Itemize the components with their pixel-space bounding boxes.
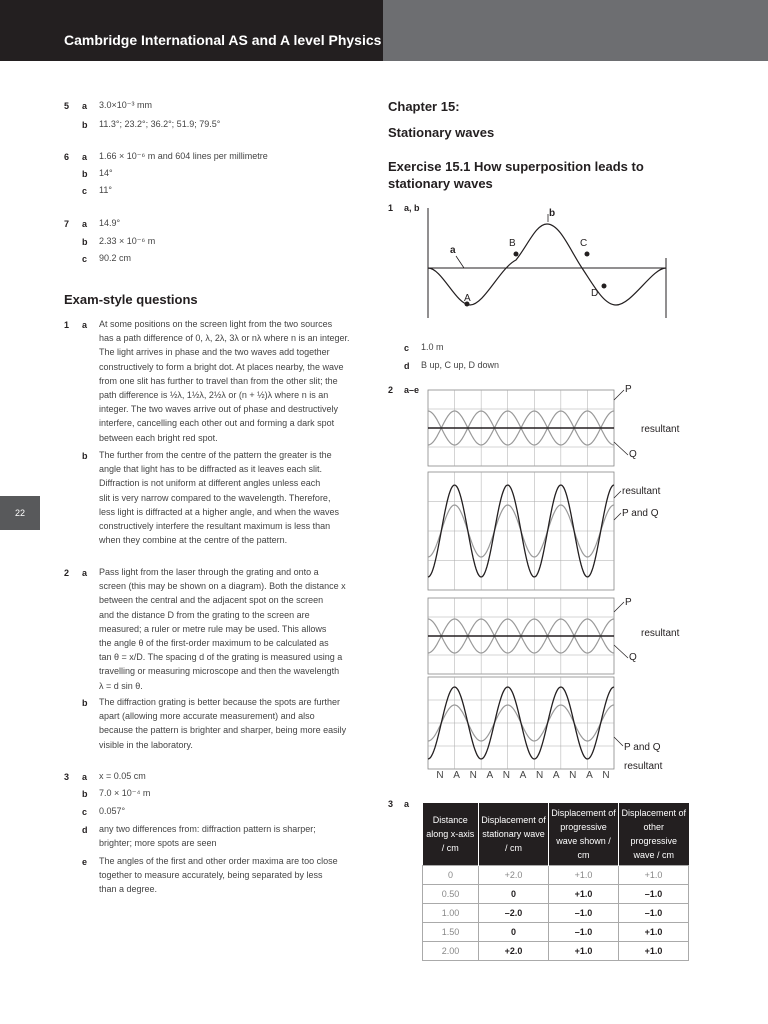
q6c-label: c <box>82 186 88 196</box>
col-distance: Distance along x-axis / cm <box>423 803 479 866</box>
e2b-line: apart (allowing more accurate measurement) and also <box>99 711 315 722</box>
fig1-a-leader <box>456 256 464 268</box>
r-q1d-answer: B up, C up, D down <box>421 360 500 370</box>
fig1-label-D: D <box>591 288 599 299</box>
table-cell: 0 <box>423 866 479 885</box>
node-antinode-label: A <box>586 770 593 781</box>
fig1-label-a: a <box>450 245 456 256</box>
e1b-line: angle that light has to be diffracted as it leaves each slit. <box>99 464 322 475</box>
node-antinode-label: A <box>519 770 527 781</box>
g1-label-resultant: resultant <box>641 424 680 435</box>
q6a-answer: 1.66 × 10⁻⁶ m and 604 lines per millimetre <box>99 151 268 161</box>
fig1-label-A: A <box>464 293 471 304</box>
e3c-label: c <box>82 807 88 817</box>
e3d-line: brighter; more spots are seen <box>99 838 217 849</box>
fig1-label-C: C <box>580 238 588 249</box>
e1b-line: when they combine at the centre of the pattern. <box>99 535 288 546</box>
e3e-line: than a degree. <box>99 884 158 895</box>
g1-Q-leader <box>614 442 628 455</box>
e2a-line: screen (this may be shown on a diagram). Both the distance x <box>99 581 346 592</box>
q5a-answer: 3.0×10⁻³ mm <box>99 100 153 110</box>
table-row <box>423 866 689 885</box>
node-antinode-label: N <box>535 770 544 781</box>
e1a-line: path difference is ½λ, 1½λ, 2½λ or (n + ½)λ where n is an <box>99 390 329 401</box>
e1a-line: between each bright red spot. <box>99 432 218 443</box>
r-q2-label: a–e <box>404 385 420 395</box>
book-title: Cambridge International AS and A level Physics <box>64 32 382 48</box>
e1a-line: has a path difference of 0, λ, 2λ, 3λ or nλ where n is an integer. <box>99 333 350 344</box>
e1a-line: integer. The two waves arrive out of phase and destructively <box>99 404 338 415</box>
table-cell: –2.0 <box>479 904 549 923</box>
q5a-label: a <box>82 101 88 111</box>
e3-number: 3 <box>64 772 70 782</box>
node-antinode-label: N <box>569 770 577 781</box>
g2-label-PQ: P and Q <box>622 508 659 519</box>
r-q3a-label: a <box>404 799 410 809</box>
e2b-answer <box>99 695 379 752</box>
exam-style-heading: Exam-style questions <box>64 292 198 307</box>
r-q1c-answer: 1.0 m <box>421 342 444 352</box>
g2-label-resultant: resultant <box>622 486 661 497</box>
wave-figure-1 <box>420 200 670 320</box>
e3d-line: any two differences from: diffraction pattern is sharper; <box>99 824 316 834</box>
table-cell: –1.0 <box>549 904 619 923</box>
e1a-label: a <box>82 320 88 330</box>
e2a-line: travelling or measuring microscope and then the wavelength <box>99 666 340 677</box>
col-progressive-other: Displacement of other progressive wave / cm <box>619 803 689 866</box>
table-cell: 0 <box>479 885 549 904</box>
g1-label-Q: Q <box>629 449 637 460</box>
displacement-table <box>422 803 689 961</box>
fig1-label-b: b <box>549 208 556 219</box>
node-antinode-label: A <box>486 770 494 781</box>
col-stationary: Displacement of stationary wave / cm <box>479 803 549 866</box>
wave-figure-2 <box>420 380 690 785</box>
fig1-label-B: B <box>509 238 516 249</box>
table-cell: +1.0 <box>619 923 689 942</box>
e1a-line: At some positions on the screen light from the two sources <box>99 319 333 329</box>
g4-pq-leader <box>614 737 623 746</box>
e1a-answer <box>99 317 379 445</box>
g4-label-PQ: P and Q <box>624 742 661 753</box>
e2b-line: The diffraction grating is better because the spots are further <box>99 697 340 707</box>
e2a-line: and the distance D from the grating to the screen are <box>99 609 310 620</box>
table-cell: +1.0 <box>549 942 619 961</box>
e1-number: 1 <box>64 320 70 330</box>
e3b-answer: 7.0 × 10⁻⁴ m <box>99 788 151 798</box>
page-header <box>0 0 768 61</box>
q6a-label: a <box>82 152 88 162</box>
q6c-answer: 11° <box>99 185 112 195</box>
e2a-line: the angle θ of the first-order maximum to be calculated as <box>99 638 329 649</box>
r-q1d-label: d <box>404 361 410 371</box>
e2-number: 2 <box>64 568 70 578</box>
node-antinode-label: A <box>453 770 460 781</box>
exercise-title: Exercise 15.1 How superposition leads to stationary waves <box>388 159 644 191</box>
table-row <box>423 904 689 923</box>
g1-label-P: P <box>625 384 632 395</box>
q7c-answer: 90.2 cm <box>99 253 132 263</box>
header-dark-band <box>0 0 383 61</box>
g3-label-resultant: resultant <box>641 628 680 639</box>
page-number: 22 <box>0 496 40 530</box>
e3b-label: b <box>82 789 88 799</box>
node-antinode-label: N <box>502 770 511 781</box>
table-cell: 0.50 <box>423 885 479 904</box>
table-cell: +1.0 <box>549 885 619 904</box>
e3d-answer <box>99 822 379 850</box>
e3e-line: The angles of the first and other order maxima are too close <box>99 856 338 866</box>
table-row <box>423 923 689 942</box>
e2a-line: between the central and the adjacent spot on the screen <box>99 595 324 606</box>
e2b-line: visible in the laboratory. <box>99 739 193 750</box>
e1a-line: from one slit has further to travel than from the other slit; the <box>99 375 338 386</box>
point-B-marker <box>514 252 519 257</box>
table-cell: 1.00 <box>423 904 479 923</box>
q7b-answer: 2.33 × 10⁻⁶ m <box>99 236 156 246</box>
g3-label-P: P <box>625 597 632 608</box>
q7a-answer: 14.9° <box>99 218 121 228</box>
e3a-label: a <box>82 772 88 782</box>
table-row <box>423 942 689 961</box>
e1a-line: interfere, cancelling each other out and forming a dark spot <box>99 418 335 429</box>
g3-P-leader <box>614 602 624 612</box>
q5b-label: b <box>82 120 88 130</box>
e3a-answer: x = 0.05 cm <box>99 771 146 781</box>
e2a-line: tan θ = x/D. The spacing d of the grating is measured using a <box>99 652 343 663</box>
q7a-label: a <box>82 219 88 229</box>
e1b-line: slit is very narrow compared to the wavelength. Therefore, <box>99 492 331 503</box>
header-grey-band <box>383 0 768 61</box>
e3e-answer <box>99 854 379 897</box>
q7c-label: c <box>82 254 88 264</box>
table-cell: +1.0 <box>549 866 619 885</box>
point-D-marker <box>602 284 607 289</box>
node-antinode-label: A <box>552 770 560 781</box>
col-progressive-shown: Displacement of progressive wave shown / cm <box>549 803 619 866</box>
e2a-line: λ = d sin θ. <box>99 680 143 691</box>
g3-label-Q: Q <box>629 652 637 663</box>
e1b-answer <box>99 448 379 547</box>
q7-number: 7 <box>64 219 70 229</box>
e3e-label: e <box>82 857 88 867</box>
e1b-label: b <box>82 451 88 461</box>
r-q1c-label: c <box>404 343 410 353</box>
table-cell: –1.0 <box>619 885 689 904</box>
g2-resultant-leader <box>614 491 621 498</box>
table-cell: +1.0 <box>619 942 689 961</box>
chapter-number: Chapter 15: <box>388 99 460 114</box>
table-cell: –1.0 <box>619 904 689 923</box>
table-cell: +2.0 <box>479 942 549 961</box>
e1a-line: constructively to form a bright dot. At places nearby, the wave <box>99 361 344 372</box>
e2a-label: a <box>82 568 88 578</box>
q5-number: 5 <box>64 101 70 111</box>
g1-P-leader <box>614 390 624 400</box>
q6b-label: b <box>82 169 88 179</box>
node-antinode-label: N <box>469 770 477 781</box>
r-q1-number: 1 <box>388 203 394 213</box>
table-header-row <box>423 803 689 866</box>
node-antinode-label: N <box>436 770 444 781</box>
e3e-line: together to measure accurately, being separated by less <box>99 870 323 881</box>
q6-number: 6 <box>64 152 70 162</box>
g4-label-resultant: resultant <box>624 761 663 772</box>
g3-Q-leader <box>614 645 628 658</box>
e1b-line: Diffraction is not uniform at different angles unless each <box>99 478 321 489</box>
table-cell: 0 <box>479 923 549 942</box>
r-q1-label: a, b <box>404 203 420 213</box>
table-cell: +1.0 <box>619 866 689 885</box>
q7b-label: b <box>82 237 88 247</box>
e2a-answer <box>99 565 379 693</box>
point-C-marker <box>585 252 590 257</box>
e3d-label: d <box>82 825 88 835</box>
r-q2-number: 2 <box>388 385 394 395</box>
e2b-line: because the pattern is brighter and sharper, being more easily <box>99 725 347 736</box>
q6b-answer: 14° <box>99 168 113 178</box>
table-cell: –1.0 <box>549 923 619 942</box>
r-q3-number: 3 <box>388 799 394 809</box>
e1b-line: less light is diffracted at a higher angle, and when the waves <box>99 506 339 517</box>
e2a-line: Pass light from the laser through the grating and onto a <box>99 567 319 577</box>
e3c-answer: 0.057° <box>99 806 126 816</box>
e2a-line: measured; a ruler or metre rule may be used. This allows <box>99 623 327 634</box>
table-cell: 2.00 <box>423 942 479 961</box>
table-cell: 1.50 <box>423 923 479 942</box>
e2b-label: b <box>82 698 88 708</box>
q5b-answer: 11.3°; 23.2°; 36.2°; 51.9; 79.5° <box>99 119 221 129</box>
g2-pq-leader <box>614 513 621 520</box>
node-antinode-label: N <box>602 770 610 781</box>
e1b-line: The further from the centre of the pattern the greater is the <box>99 450 332 460</box>
table-row <box>423 885 689 904</box>
e1a-line: The light arrives in phase and the two waves add together <box>99 347 330 358</box>
chapter-title: Stationary waves <box>388 125 495 140</box>
e1b-line: constructively interfere the resultant maximum is less than <box>99 521 331 532</box>
table-cell: +2.0 <box>479 866 549 885</box>
